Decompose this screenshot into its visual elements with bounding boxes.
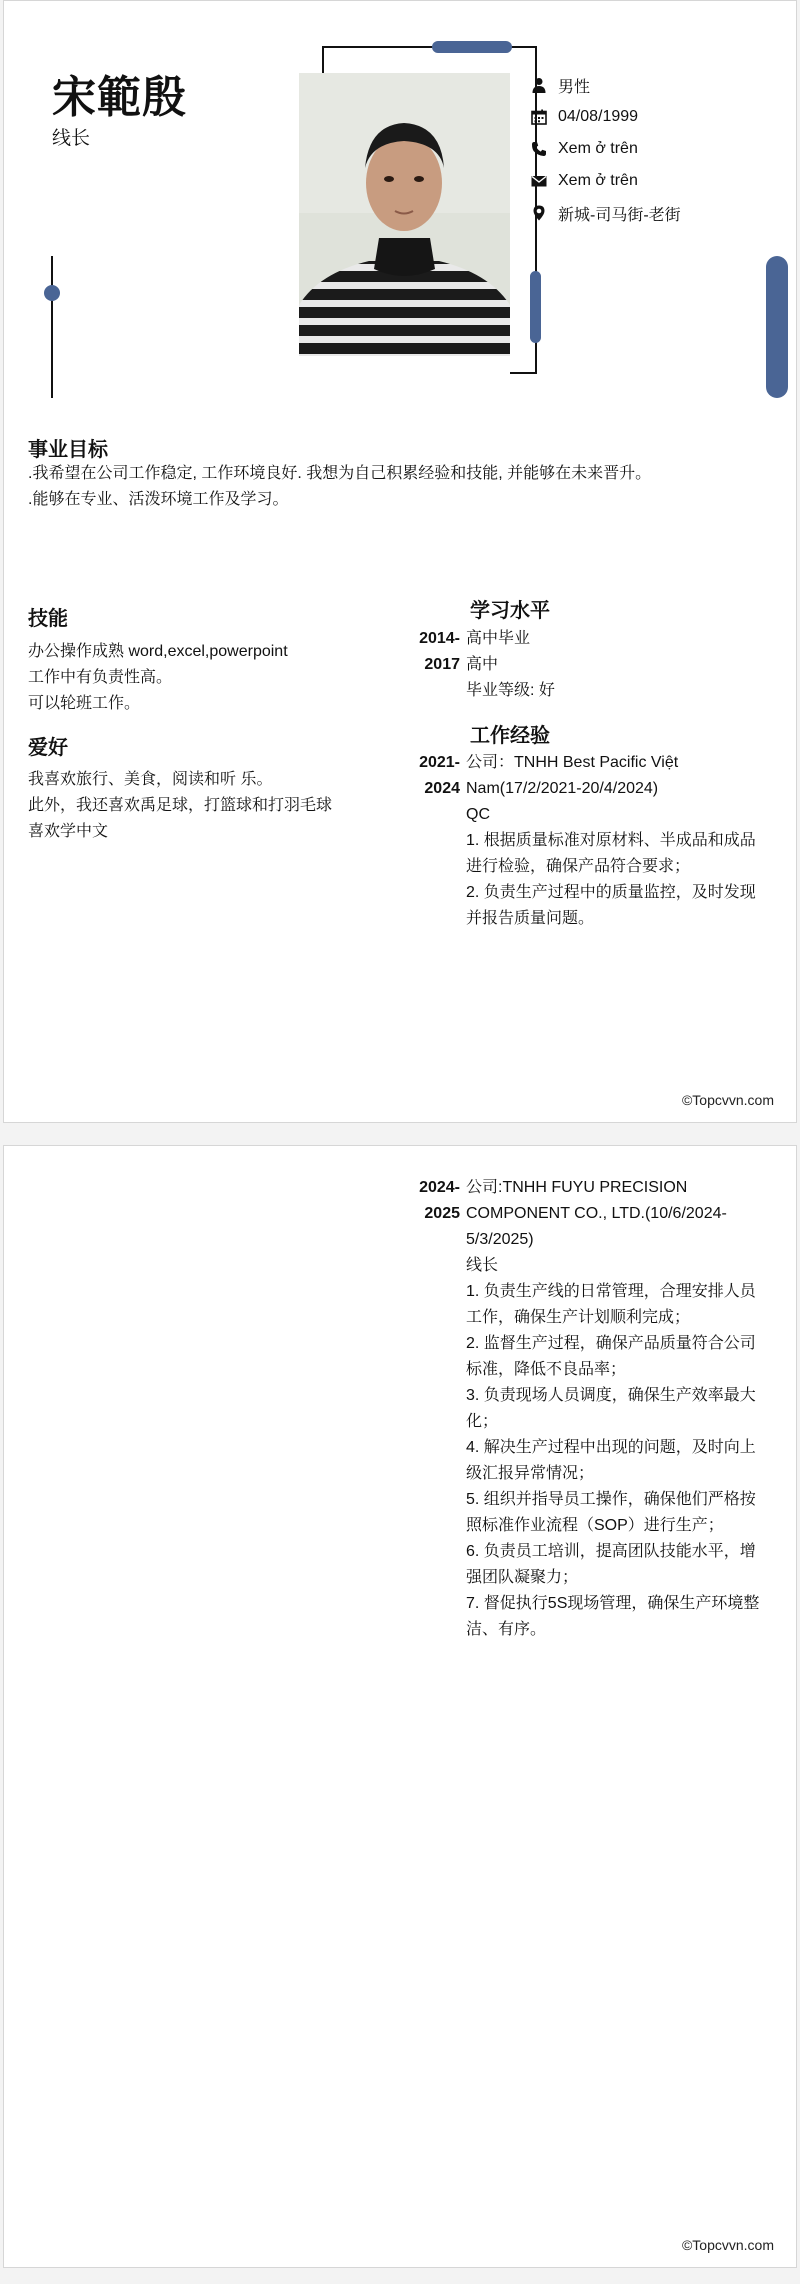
experience-line: 并报告质量问题。: [466, 910, 595, 927]
experience-line: 7. 督促执行5S现场管理，确保生产环境整: [466, 1595, 760, 1612]
experience-years: [414, 750, 460, 802]
education-year-end: 2017: [424, 656, 460, 673]
experience-line: 4. 解决生产过程中出现的问题，及时向上: [466, 1439, 756, 1456]
experience-details: [466, 750, 786, 932]
hobby-line: 我喜欢旅行、美食，阅读和听 乐。: [28, 771, 273, 788]
envelope-icon: [531, 173, 547, 189]
experience-line: 工作，确保生产计划顺利完成；: [466, 1309, 691, 1326]
experience-title: 工作经验: [470, 725, 550, 747]
gender-value: 男性: [558, 78, 591, 96]
frame-left-line: [322, 46, 324, 76]
experience-line: Nam(17/2/2021-20/4/2024): [466, 780, 659, 797]
frame-top-accent: [432, 41, 512, 53]
skill-line: 可以轮班工作。: [28, 695, 141, 712]
experience-line: 照标准作业流程（SOP）进行生产；: [466, 1517, 724, 1534]
frame-bottom-line: [510, 372, 537, 374]
birthdate-value: 04/08/1999: [558, 108, 639, 125]
footer-copyright: ©Topcvvn.com: [681, 2237, 774, 2253]
experience-line: 公司：TNHH Best Pacific Việt: [466, 754, 679, 771]
contact-info: [531, 69, 681, 229]
experience-line: 5/3/2025): [466, 1231, 534, 1248]
experience-line: 标准，降低不良品率；: [466, 1361, 627, 1378]
skills-title: 技能: [28, 608, 68, 630]
hobbies-text: [28, 767, 332, 845]
contact-birthdate: [531, 101, 681, 133]
objective-line: .我希望在公司工作稳定, 工作环境良好. 我想为自己积累经验和技能, 并能够在未来晋升。: [28, 465, 652, 482]
left-deco-dot: [44, 285, 60, 301]
contact-address: [531, 197, 681, 229]
contact-email: [531, 165, 681, 197]
location-pin-icon: [531, 205, 547, 221]
skill-line: 工作中有负责性高。: [28, 669, 173, 686]
experience-line: 1. 根据质量标准对原材料、半成品和成品: [466, 832, 756, 849]
candidate-role: 线长: [52, 128, 91, 149]
experience-line: 级汇报异常情况；: [466, 1465, 595, 1482]
experience-entry-2: [414, 1175, 794, 1665]
portrait-illustration: [299, 73, 510, 356]
objective-text: [28, 461, 651, 513]
experience-line: 2. 监督生产过程，确保产品质量符合公司: [466, 1335, 756, 1352]
experience-line: 6. 负责员工培训，提高团队技能水平，增: [466, 1543, 756, 1560]
experience-line: 5. 组织并指导员工操作，确保他们严格按: [466, 1491, 756, 1508]
hobby-line: 喜欢学中文: [28, 823, 109, 840]
experience-line: 化；: [466, 1413, 499, 1430]
calendar-icon: [531, 109, 547, 125]
education-entry: [414, 626, 794, 706]
education-year-start: 2014-: [419, 630, 460, 647]
phone-icon: [531, 141, 547, 157]
experience-line: 1. 负责生产线的日常管理，合理安排人员: [466, 1283, 756, 1300]
experience-details: [466, 1175, 786, 1643]
profile-photo: [299, 73, 510, 356]
objective-title: 事业目标: [28, 439, 108, 461]
experience-line: 3. 负责现场人员调度，确保生产效率最大: [466, 1387, 756, 1404]
experience-year-end: 2024: [424, 780, 460, 797]
right-edge-accent: [766, 256, 788, 398]
person-icon: [531, 77, 547, 93]
footer-copyright: ©Topcvvn.com: [681, 1092, 774, 1108]
experience-line: 线长: [466, 1257, 499, 1274]
contact-phone: [531, 133, 681, 165]
experience-line: 2. 负责生产过程中的质量监控，及时发现: [466, 884, 756, 901]
skill-line: 办公操作成熟 word,excel,powerpoint: [28, 643, 288, 660]
education-line: 毕业等级: 好: [466, 682, 555, 699]
cv-page-1: [3, 0, 797, 1123]
objective-line: .能够在专业、活泼环境工作及学习。: [28, 491, 289, 508]
education-title: 学习水平: [470, 600, 550, 622]
frame-side-accent: [530, 271, 541, 343]
experience-line: COMPONENT CO., LTD.(10/6/2024-: [466, 1205, 727, 1222]
experience-line: 强团队凝聚力；: [466, 1569, 579, 1586]
email-value: Xem ở trên: [558, 172, 638, 189]
experience-year-start: 2021-: [419, 754, 460, 771]
experience-years: [414, 1175, 460, 1227]
education-details: [466, 626, 786, 704]
education-line: 高中毕业: [466, 630, 531, 647]
left-deco-line: [51, 256, 53, 398]
education-years: [414, 626, 460, 678]
candidate-name: 宋範殷: [52, 73, 187, 122]
experience-year-end: 2025: [424, 1205, 460, 1222]
experience-line: QC: [466, 806, 490, 823]
cv-page-2: [3, 1145, 797, 2268]
skills-text: [28, 639, 288, 717]
phone-value: Xem ở trên: [558, 140, 638, 157]
experience-entry-1: [414, 750, 794, 940]
education-line: 高中: [466, 656, 499, 673]
contact-gender: [531, 69, 681, 101]
address-value: 新城-司马街-老街: [558, 206, 681, 224]
experience-line: 公司:TNHH FUYU PRECISION: [466, 1179, 688, 1196]
experience-line: 洁、有序。: [466, 1621, 547, 1638]
hobby-line: 此外，我还喜欢禹足球，打篮球和打羽毛球: [28, 797, 333, 814]
hobbies-title: 爱好: [28, 737, 68, 759]
experience-year-start: 2024-: [419, 1179, 460, 1196]
experience-line: 进行检验，确保产品符合要求；: [466, 858, 691, 875]
